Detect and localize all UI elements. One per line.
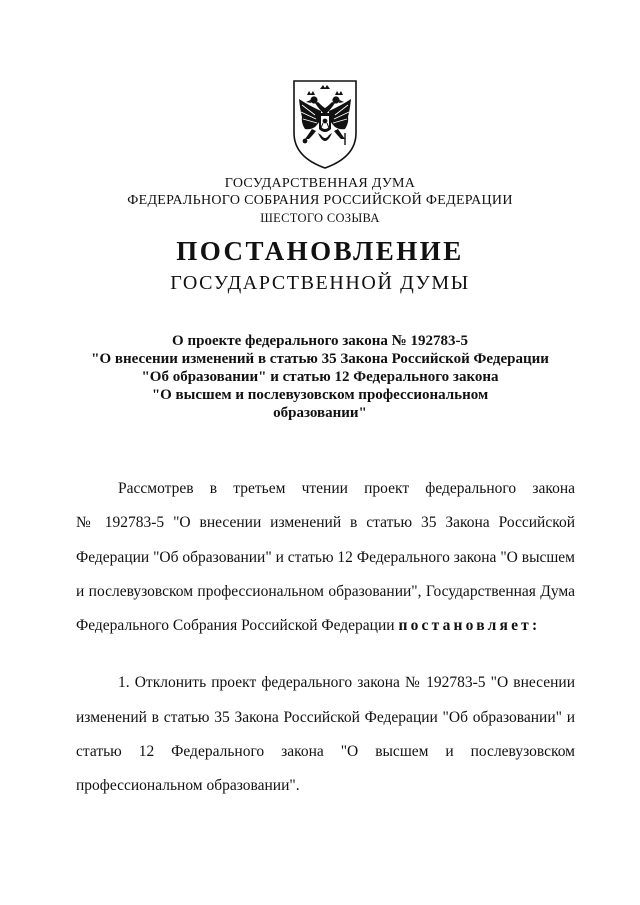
heading-line: образовании" <box>273 405 367 421</box>
document-title: ПОСТАНОВЛЕНИЕ <box>176 236 464 266</box>
paragraph1-line5-text: Федерального Собрания Российской Федерации <box>76 617 395 634</box>
paragraph1-line4: и послевузовском профессиональном образовании", Государственная Дума <box>76 583 575 600</box>
heading-line: О проекте федерального закона № 192783-5 <box>172 333 468 349</box>
org-name-line2: ФЕДЕРАЛЬНОГО СОБРАНИЯ РОССИЙСКОЙ ФЕДЕРАЦИИ <box>127 193 513 208</box>
paragraph1-line1: Рассмотрев в третьем чтении проект федерального закона <box>118 480 575 497</box>
resolution-verb: постановляет: <box>398 617 541 634</box>
org-name-line1: ГОСУДАРСТВЕННАЯ ДУМА <box>224 176 416 191</box>
paragraph1-line2: № 192783-5 "О внесении изменений в статью 35 Закона Российской <box>76 514 575 531</box>
document-subtitle: ГОСУДАРСТВЕННОЙ ДУМЫ <box>170 272 470 294</box>
paragraph1-line3: Федерации "Об образовании" и статью 12 Федерального закона "О высшем <box>76 549 575 566</box>
paragraph2-line4: профессиональном образовании". <box>76 777 300 794</box>
paragraph2-line3: статью 12 Федерального закона "О высшем и послевузовском <box>76 743 575 760</box>
heading-line: "Об образовании" и статью 12 Федерального закона <box>141 369 499 385</box>
paragraph2-line1: 1. Отклонить проект федерального закона № 192783-5 "О внесении <box>118 674 575 691</box>
paragraph2-line2: изменений в статью 35 Закона Российской Федерации "Об образовании" и <box>76 709 575 726</box>
convocation-label: ШЕСТОГО СОЗЫВА <box>260 211 380 225</box>
paragraph1-line5 <box>76 617 575 635</box>
document-heading <box>60 332 580 422</box>
heading-line: "О внесении изменений в статью 35 Закона Российской Федерации <box>91 351 549 367</box>
double-headed-eagle-emblem-icon <box>290 75 360 171</box>
heading-line: "О высшем и послевузовском профессиональном <box>151 387 489 403</box>
